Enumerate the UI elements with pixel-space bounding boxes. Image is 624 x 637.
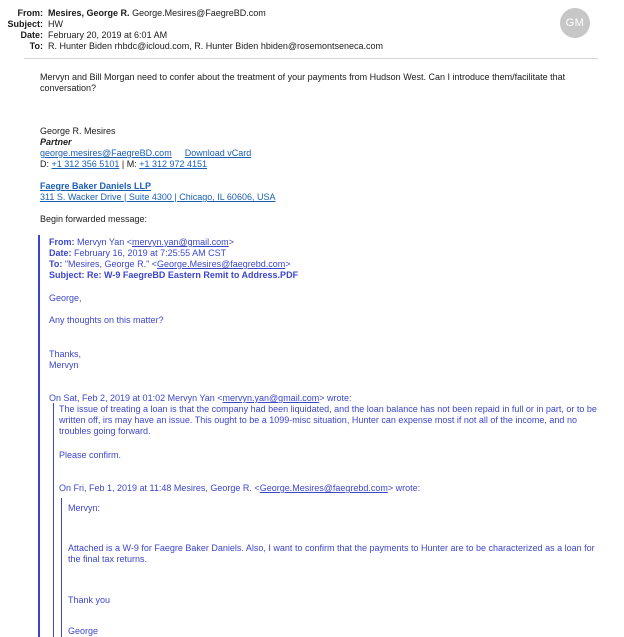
date-value: February 20, 2019 at 6:01 AM — [48, 30, 168, 40]
to-label: To: — [29, 41, 43, 51]
quote2-signoff: George — [68, 626, 99, 636]
quote2-intro-text: On Fri, Feb 1, 2019 at 11:48 Mesires, George R. < — [59, 483, 260, 493]
date-label: Date: — [20, 30, 43, 40]
fwd-subject-row — [49, 270, 298, 281]
quote2-intro-end: > wrote: — [387, 483, 421, 493]
recipient-1-email[interactable]: rhbdc@icloud.com — [114, 41, 190, 51]
subject-label: Subject: — [7, 19, 43, 29]
firm-name-link[interactable]: Faegre Baker Daniels LLP — [40, 181, 152, 191]
signature-title: Partner — [40, 137, 72, 147]
fwd-signoff: Mervyn — [49, 360, 79, 370]
from-label: From: — [17, 8, 43, 18]
quote2-intro — [59, 483, 420, 494]
fwd-to-email[interactable]: George.Mesires@faegrebd.com — [157, 259, 286, 269]
fwd-from-label: From: — [49, 237, 75, 247]
sender-name[interactable]: Mesires, George R. — [48, 8, 130, 18]
mobile-phone-link[interactable]: +1 312 972 4151 — [139, 159, 208, 169]
recipient-2-email[interactable]: hbiden@rosemontseneca.com — [260, 41, 384, 51]
header-subject-row — [0, 19, 560, 30]
fwd-line: Any thoughts on this matter? — [49, 315, 164, 325]
signature-email-link[interactable]: george.mesires@FaegreBD.com — [40, 148, 172, 158]
fwd-from-email[interactable]: mervyn.yan@gmail.com — [132, 237, 229, 247]
quote1-text: The issue of treating a loan is that the company had been liquidated, and the loan balance has not been repaid in full or in part, or to be written off, irs may have an issue. This ought to be a 1099-misc situation, Hunter can expense most if not all of the income, and no troubles going forward. — [59, 404, 597, 436]
firm-address — [40, 192, 275, 203]
header-from-row — [0, 8, 560, 19]
fwd-subject-value: Re: W-9 FaegreBD Eastern Remit to Address.PDF — [87, 270, 299, 280]
direct-label: D: — [40, 159, 49, 169]
fwd-date-value: February 16, 2019 at 7:25:55 AM CST — [74, 248, 227, 258]
header-to-row: To: R. Hunter Biden rhbdc@icloud.com, R. Hunter Biden hbiden@rosemontseneca.com — [0, 41, 560, 52]
direct-phone-link[interactable]: +1 312 356 5101 — [51, 159, 120, 169]
fwd-date-label: Date: — [49, 248, 72, 258]
quote1-intro — [49, 393, 351, 404]
fwd-from-name: Mervyn Yan — [77, 237, 125, 247]
quote2-greeting: Mervyn: — [68, 503, 101, 513]
quote1-email-link[interactable]: mervyn.yan@gmail.com — [222, 393, 320, 403]
quote1-intro-text: On Sat, Feb 2, 2019 at 01:02 Mervyn Yan < — [49, 393, 223, 403]
quote1-intro-end: > wrote: — [319, 393, 352, 403]
header-date-row — [0, 30, 560, 41]
signature-phones — [40, 159, 207, 170]
fwd-to-label: To: — [49, 259, 63, 269]
quote2-text: Attached is a W-9 for Faegre Baker Daniels. Also, I want to confirm that the payments to Hunter are to be characterized as a loan for the final tax returns. — [68, 543, 595, 564]
signature-links — [40, 148, 251, 159]
email-header — [0, 8, 560, 52]
fwd-from-row: From: Mervyn Yan <mervyn.yan@gmail.com> — [49, 237, 234, 247]
forwarded-heading: Begin forwarded message: — [40, 214, 148, 224]
fwd-to-name: "Mesires, George R." — [64, 259, 150, 269]
quote-bar-level-2 — [53, 403, 54, 637]
fwd-greeting: George, — [49, 293, 82, 303]
header-divider — [24, 58, 598, 59]
subject-value: HW — [48, 19, 63, 29]
firm-address-link[interactable]: 311 S. Wacker Drive | Suite 4300 | Chicago, IL 60606, USA — [40, 192, 276, 202]
fwd-subject-label: Subject: — [49, 270, 85, 280]
signature-name: George R. Mesires — [40, 126, 116, 136]
quote2-thanks: Thank you — [68, 595, 111, 605]
fwd-to-row: To: "Mesires, George R." <George.Mesires@faegrebd.com> — [49, 259, 291, 269]
download-vcard-link[interactable]: Download vCard — [184, 148, 252, 158]
quote-bar-level-3 — [61, 498, 62, 637]
quote1-confirm: Please confirm. — [59, 450, 122, 460]
firm-name — [40, 181, 151, 192]
mobile-label: | M: — [121, 159, 137, 169]
avatar[interactable]: GM — [560, 8, 590, 38]
fwd-date-row — [49, 248, 226, 259]
message-paragraph: Mervyn and Bill Morgan need to confer about the treatment of your payments from Hudson West. Can I introduce them/facilitate that conversation? — [40, 72, 566, 93]
forward-quote-bar — [38, 235, 40, 637]
quote2-email-link[interactable]: George.Mesires@faegrebd.com — [259, 483, 388, 493]
recipient-2-name[interactable]: R. Hunter Biden — [194, 41, 259, 51]
recipient-1-name[interactable]: R. Hunter Biden — [48, 41, 113, 51]
sender-email[interactable]: George.Mesires@FaegreBD.com — [132, 8, 266, 18]
fwd-thanks: Thanks, — [49, 349, 82, 359]
